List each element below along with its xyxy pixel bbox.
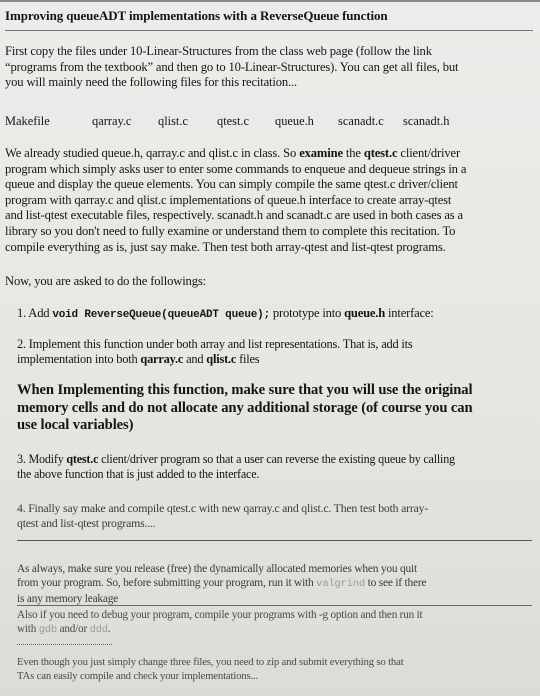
file-name: scanadt.c [338,114,384,128]
debug-note: Also if you need to debug your program, compile your programs with -g option and then run it with gdb and/or ddd. [17,609,423,637]
studied-line: program which simply asks user to enter some commands to enqueue and dequeue strings in a [5,161,467,176]
code-gdb: gdb [38,624,57,637]
step-4: 4. Finally say make and compile qtest.c with new qarray.c and qlist.c. Then test both array- qtest and list-qtest programs.... [17,501,429,530]
file-name: qlist.c [158,114,188,128]
file-name: qarray.c [92,114,132,128]
section-divider [17,605,532,606]
code-ddd: ddd [89,624,108,637]
top-border [0,0,540,2]
studied-line: queue and display the queue elements. You can simply compile the same qtest.c driver/client [5,177,458,192]
step-2: 2. Implement this function under both array and list representations. That is, add its implementation into both qarray.c and qlist.c files [17,337,413,367]
section-divider [17,540,532,541]
dotted-divider [17,644,112,645]
studied-line: We already studied queue.h, qarray.c and qlist.c in class. So examine the qtest.c client/driver [5,146,461,160]
file-name: qtest.c [217,114,249,128]
intro-line: “programs from the textbook” and then go to 10-Linear-Structures). You can get all files, but [5,59,459,74]
intro-line: First copy the files under 10-Linear-Structures from the class web page (follow the link [5,44,432,58]
file-name: queue.h [275,114,314,128]
studied-paragraph [5,146,533,255]
file-name: scanadt.h [403,114,450,128]
studied-line: compile everything as is, just say make. Then test both array-qtest and list-qtest programs. [5,239,446,254]
step-3: 3. Modify qtest.c client/driver program so that a user can reverse the existing queue by calling the above function that is just added to the interface. [17,452,455,481]
page-title: Improving queueADT implementations with a ReverseQueue function [5,8,388,23]
zip-note: Even though you just simply change three files, you need to zip and submit everything so that TAs can easily compile and check your implementations... [17,656,404,682]
code-prototype: void ReverseQueue(queueADT queue); [52,309,270,321]
code-valgrind: valgrind [316,578,365,591]
studied-line: and list-qtest executable files, respectively. scanadt.h and scanadt.c are used in both cases as a [5,208,463,223]
file-name: Makefile [5,114,50,128]
warning-note: When Implementing this function, make sure that you will use the original memory cells and do not allocate any additional storage (of course you can use local variables) [17,382,473,434]
intro-paragraph [5,44,533,91]
step-1: 1. Add void ReverseQueue(queueADT queue); prototype into queue.h interface: [17,306,434,321]
studied-line: library so you don't need to fully examine or understand them to complete this recitation. To [5,223,456,238]
intro-line: you will mainly need the following files for this recitation... [5,75,298,90]
memory-note: As always, make sure you release (free) the dynamically allocated memories when you quit from your program. So, before submitting your program, run it with valgrind to see if there is any memory leakage [17,563,427,605]
now-text: Now, you are asked to do the followings: [5,274,206,288]
title-underline [5,30,533,31]
studied-line: program with qarray.c and qlist.c implementations of queue.h interface to create array-qtest [5,192,452,207]
